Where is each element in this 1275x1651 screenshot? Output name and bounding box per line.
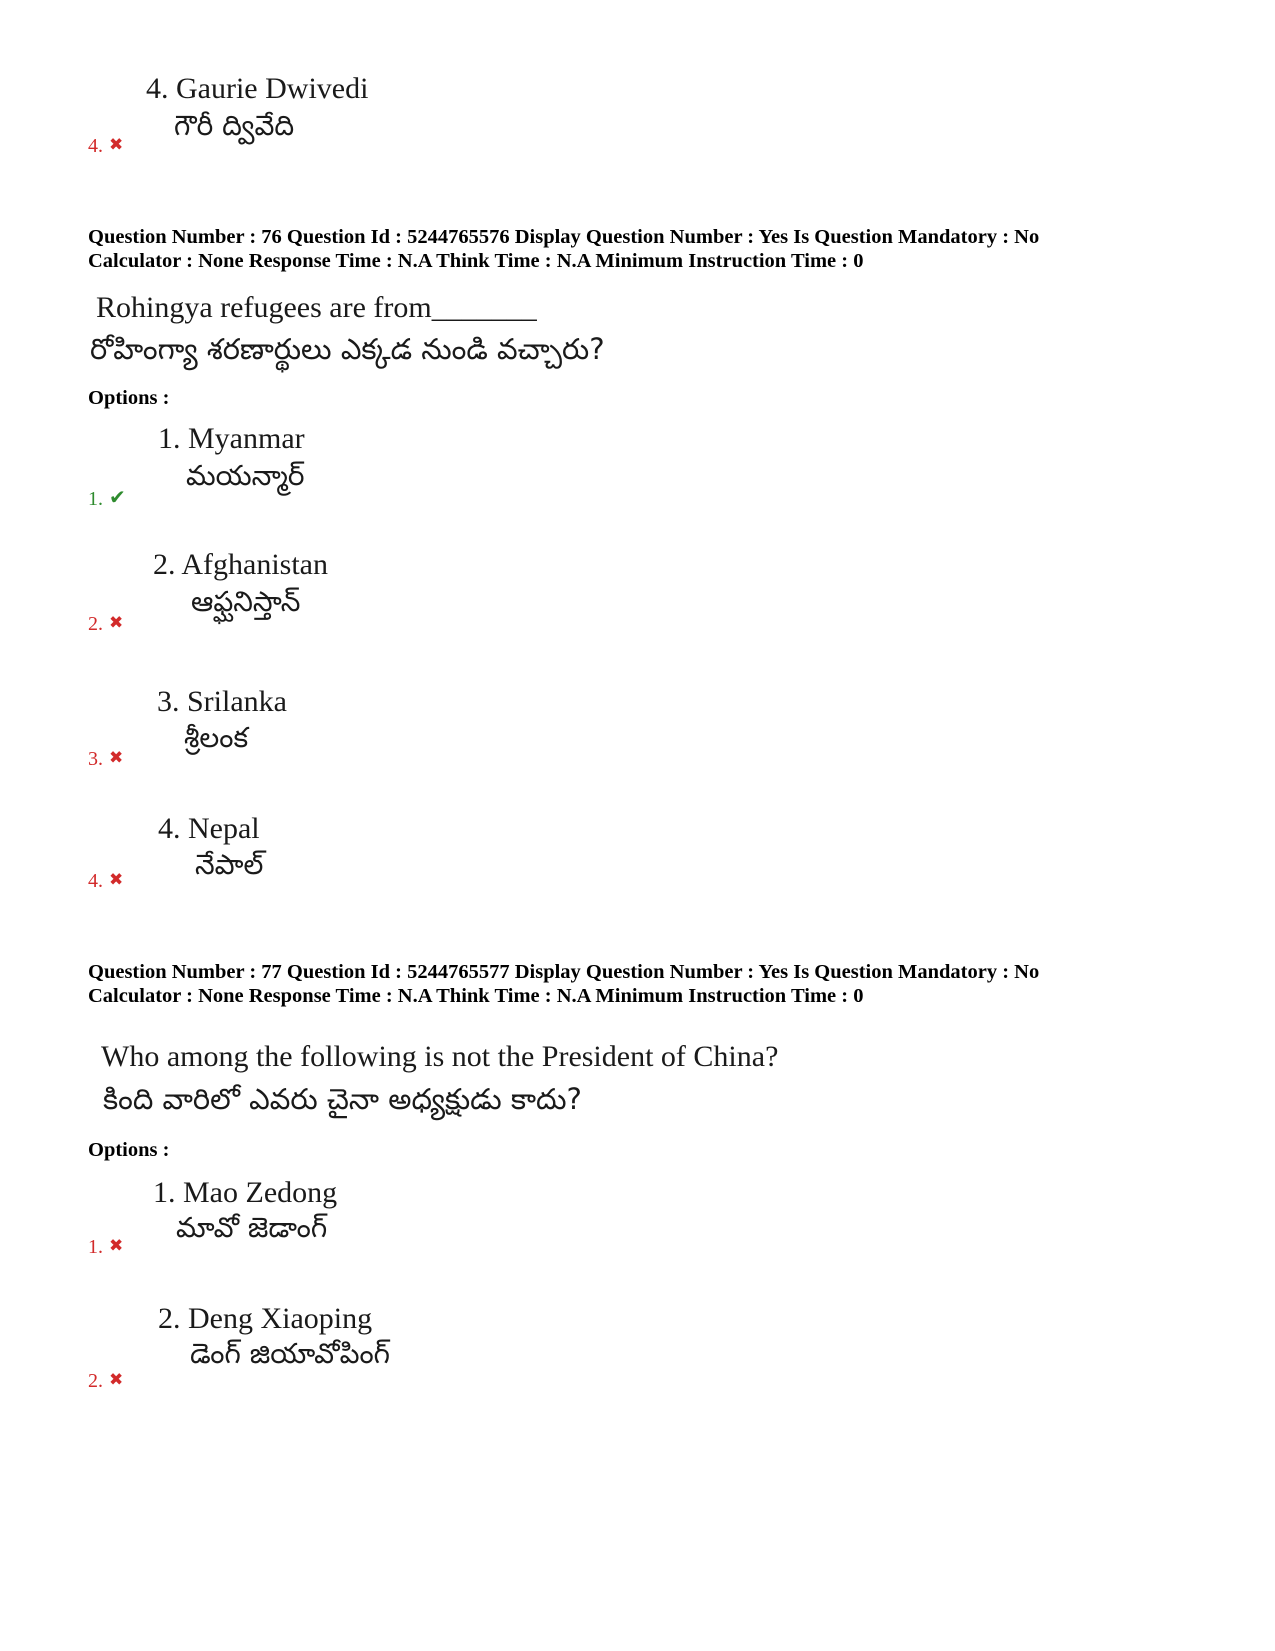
question-meta-line-1: Question Number : 76 Question Id : 5244765576 Display Question Number : Yes Is Question Mandatory : No bbox=[88, 226, 1040, 248]
option-telugu-text: నేపాల్ bbox=[195, 848, 264, 881]
option-english-text: 3. Srilanka bbox=[157, 685, 287, 718]
option-marker bbox=[88, 1371, 123, 1391]
option-telugu-text: మావో జెడాంగ్ bbox=[176, 1211, 328, 1244]
options-label: Options : bbox=[88, 1139, 170, 1161]
question-text-telugu: కింది వారిలో ఎవరు చైనా అధ్యక్షుడు కాదు? bbox=[103, 1082, 582, 1116]
option-number: 4. bbox=[88, 870, 103, 892]
option-number: 2. bbox=[88, 613, 103, 635]
question-meta-line-2: Calculator : None Response Time : N.A Think Time : N.A Minimum Instruction Time : 0 bbox=[88, 985, 864, 1007]
correct-answer-icon: ✔ bbox=[109, 485, 126, 509]
option-english-text: 4. Gaurie Dwivedi bbox=[146, 72, 369, 105]
option-number: 4. bbox=[88, 135, 103, 157]
wrong-answer-icon: ✖ bbox=[109, 748, 124, 768]
option-marker bbox=[88, 614, 123, 634]
option-english-text: 4. Nepal bbox=[158, 812, 260, 845]
option-telugu-text: డెంగ్ జియావోపింగ్ bbox=[190, 1337, 391, 1370]
question-text-english: Who among the following is not the President of China? bbox=[101, 1040, 779, 1073]
wrong-answer-icon: ✖ bbox=[109, 613, 124, 633]
option-telugu-text: గౌరీ ద్వివేది bbox=[174, 109, 295, 142]
option-marker bbox=[88, 871, 123, 891]
option-number: 1. bbox=[88, 488, 103, 510]
options-label: Options : bbox=[88, 387, 170, 409]
wrong-answer-icon: ✖ bbox=[109, 870, 124, 890]
question-text-telugu: రోహింగ్యా శరణార్థులు ఎక్కడ నుండి వచ్చారు? bbox=[90, 332, 605, 366]
option-marker bbox=[88, 1237, 123, 1257]
option-marker bbox=[88, 487, 126, 509]
option-number: 2. bbox=[88, 1370, 103, 1392]
option-english-text: 1. Mao Zedong bbox=[153, 1176, 338, 1209]
option-telugu-text: మయన్మార్ bbox=[186, 459, 305, 492]
question-text-english: Rohingya refugees are from_______ bbox=[96, 291, 537, 324]
option-english-text: 2. Deng Xiaoping bbox=[158, 1302, 373, 1335]
option-number: 3. bbox=[88, 748, 103, 770]
wrong-answer-icon: ✖ bbox=[109, 1236, 124, 1256]
option-english-text: 1. Myanmar bbox=[158, 422, 305, 455]
option-marker bbox=[88, 749, 123, 769]
wrong-answer-icon: ✖ bbox=[109, 135, 124, 155]
option-marker bbox=[88, 136, 123, 156]
option-telugu-text: శ్రీలంక bbox=[184, 721, 249, 754]
question-meta-line-1: Question Number : 77 Question Id : 5244765577 Display Question Number : Yes Is Question Mandatory : No bbox=[88, 961, 1040, 983]
option-number: 1. bbox=[88, 1236, 103, 1258]
question-meta-line-2: Calculator : None Response Time : N.A Think Time : N.A Minimum Instruction Time : 0 bbox=[88, 250, 864, 272]
wrong-answer-icon: ✖ bbox=[109, 1370, 124, 1390]
option-english-text: 2. Afghanistan bbox=[153, 548, 328, 581]
option-telugu-text: ఆఫ్ఘనిస్తాన్ bbox=[191, 585, 301, 618]
